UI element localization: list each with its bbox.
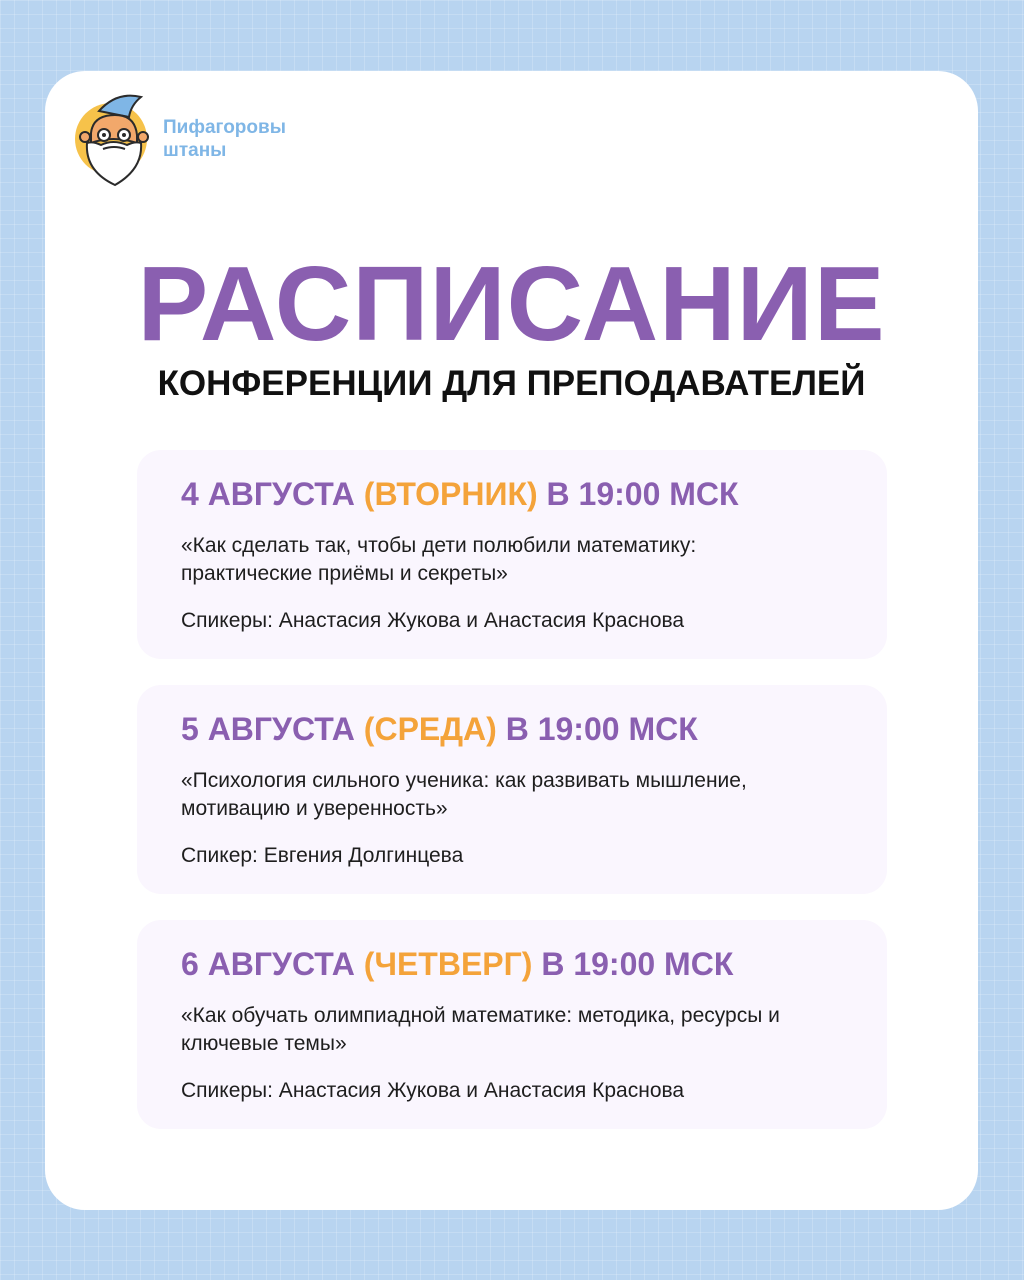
brand-name-line1: Пифагоровы	[163, 117, 286, 138]
event-card	[137, 450, 887, 659]
event-speakers: Спикеры: Анастасия Жукова и Анастасия Краснова	[181, 609, 685, 632]
event-card	[137, 685, 887, 894]
event-topic: «Как обучать олимпиадной математике: методика, ресурсы и ключевые темы»	[181, 1004, 780, 1055]
brand-logo[interactable]	[73, 89, 286, 189]
event-date: 5 АВГУСТА	[181, 711, 355, 747]
brand-name-line2: штаны	[163, 140, 227, 161]
pythagoras-mascot-icon	[73, 89, 157, 189]
event-heading	[181, 474, 739, 514]
event-weekday: (ВТОРНИК)	[363, 476, 538, 512]
event-time: В 19:00 МСК	[541, 946, 734, 982]
page-subtitle: КОНФЕРЕНЦИИ ДЛЯ ПРЕПОДАВАТЕЛЕЙ	[157, 364, 866, 403]
page-title: РАСПИСАНИЕ	[137, 245, 886, 363]
brand-name	[163, 116, 286, 162]
event-time: В 19:00 МСК	[546, 476, 739, 512]
event-heading	[181, 709, 698, 749]
event-heading	[181, 944, 733, 984]
event-date: 4 АВГУСТА	[181, 476, 355, 512]
event-time: В 19:00 МСК	[505, 711, 698, 747]
event-weekday: (ЧЕТВЕРГ)	[363, 946, 533, 982]
event-card	[137, 920, 887, 1129]
event-speakers: Спикер: Евгения Долгинцева	[181, 844, 464, 867]
event-topic: «Психология сильного ученика: как развивать мышление, мотивацию и уверенность»	[181, 769, 747, 820]
schedule-card	[45, 71, 978, 1210]
event-weekday: (СРЕДА)	[363, 711, 497, 747]
event-speakers: Спикеры: Анастасия Жукова и Анастасия Краснова	[181, 1079, 685, 1102]
event-date: 6 АВГУСТА	[181, 946, 355, 982]
event-topic: «Как сделать так, чтобы дети полюбили математику: практические приёмы и секреты»	[181, 534, 697, 585]
